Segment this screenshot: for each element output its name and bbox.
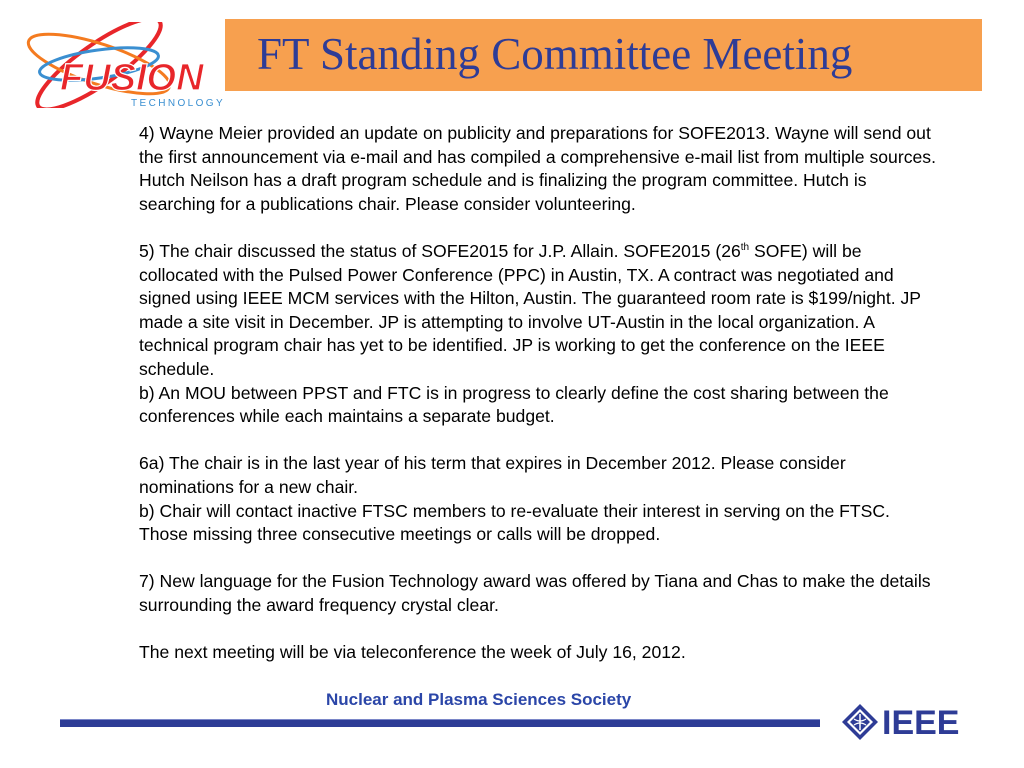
ieee-wordmark: IEEE — [882, 704, 960, 742]
item-6b: b) Chair will contact inactive FTSC members to re-evaluate their interest in serving on the FTSC. Those missing three consecutive meetings or calls will be dropped. — [139, 500, 890, 545]
society-name: Nuclear and Plasma Sciences Society — [326, 690, 632, 709]
item-5b: b) An MOU between PPST and FTC is in progress to clearly define the cost sharing between the conferences while each maintains a separate budget. — [139, 382, 889, 427]
ieee-logo — [838, 700, 968, 748]
item-5 — [139, 240, 939, 382]
item-7: 7) New language for the Fusion Technology award was offered by Tiana and Chas to make the details surrounding the award frequency crystal clear. — [139, 571, 931, 615]
item-4: 4) Wayne Meier provided an update on publicity and preparations for SOFE2013. Wayne will send out the first announcement via e-mail and has compiled a comprehensive e-mail list from multiple sources. Hutch Neilson has a draft program schedule and is finalizing the program committee. Hutch is searching for a publications chair. Please consider volunteering. — [139, 123, 936, 214]
meeting-notes — [139, 122, 939, 665]
item-6a: 6a) The chair is in the last year of his term that expires in December 2012. Please consider nominations for a new chair. — [139, 453, 846, 497]
logo-tagline: TECHNOLOGY — [131, 98, 226, 108]
footer-divider — [60, 719, 820, 727]
logo-wordmark: FUSION — [60, 57, 204, 99]
fusion-technology-logo — [4, 22, 232, 108]
ieee-diamond-icon — [840, 702, 880, 742]
next-meeting: The next meeting will be via teleconference the week of July 16, 2012. — [139, 642, 686, 663]
slide-title: FT Standing Committee Meeting — [257, 29, 853, 79]
item-5-post: SOFE) will be collocated with the Pulsed Power Conference (PPC) in Austin, TX. A contract was negotiated and signed using IEEE MCM services with the Hilton, Austin. The guaranteed room rate is $199/night. JP made a site visit in December. JP is attempting to involve UT-Austin in the local organization. A technical program chair has yet to be identified. JP is working to get the conference on the IEEE schedule. — [139, 240, 921, 379]
item-5-sup: th — [740, 242, 750, 254]
fusion-logo-graphic — [4, 22, 232, 108]
item-5-pre: 5) The chair discussed the status of SOFE2015 for J.P. Allain. SOFE2015 (26 — [139, 240, 741, 261]
